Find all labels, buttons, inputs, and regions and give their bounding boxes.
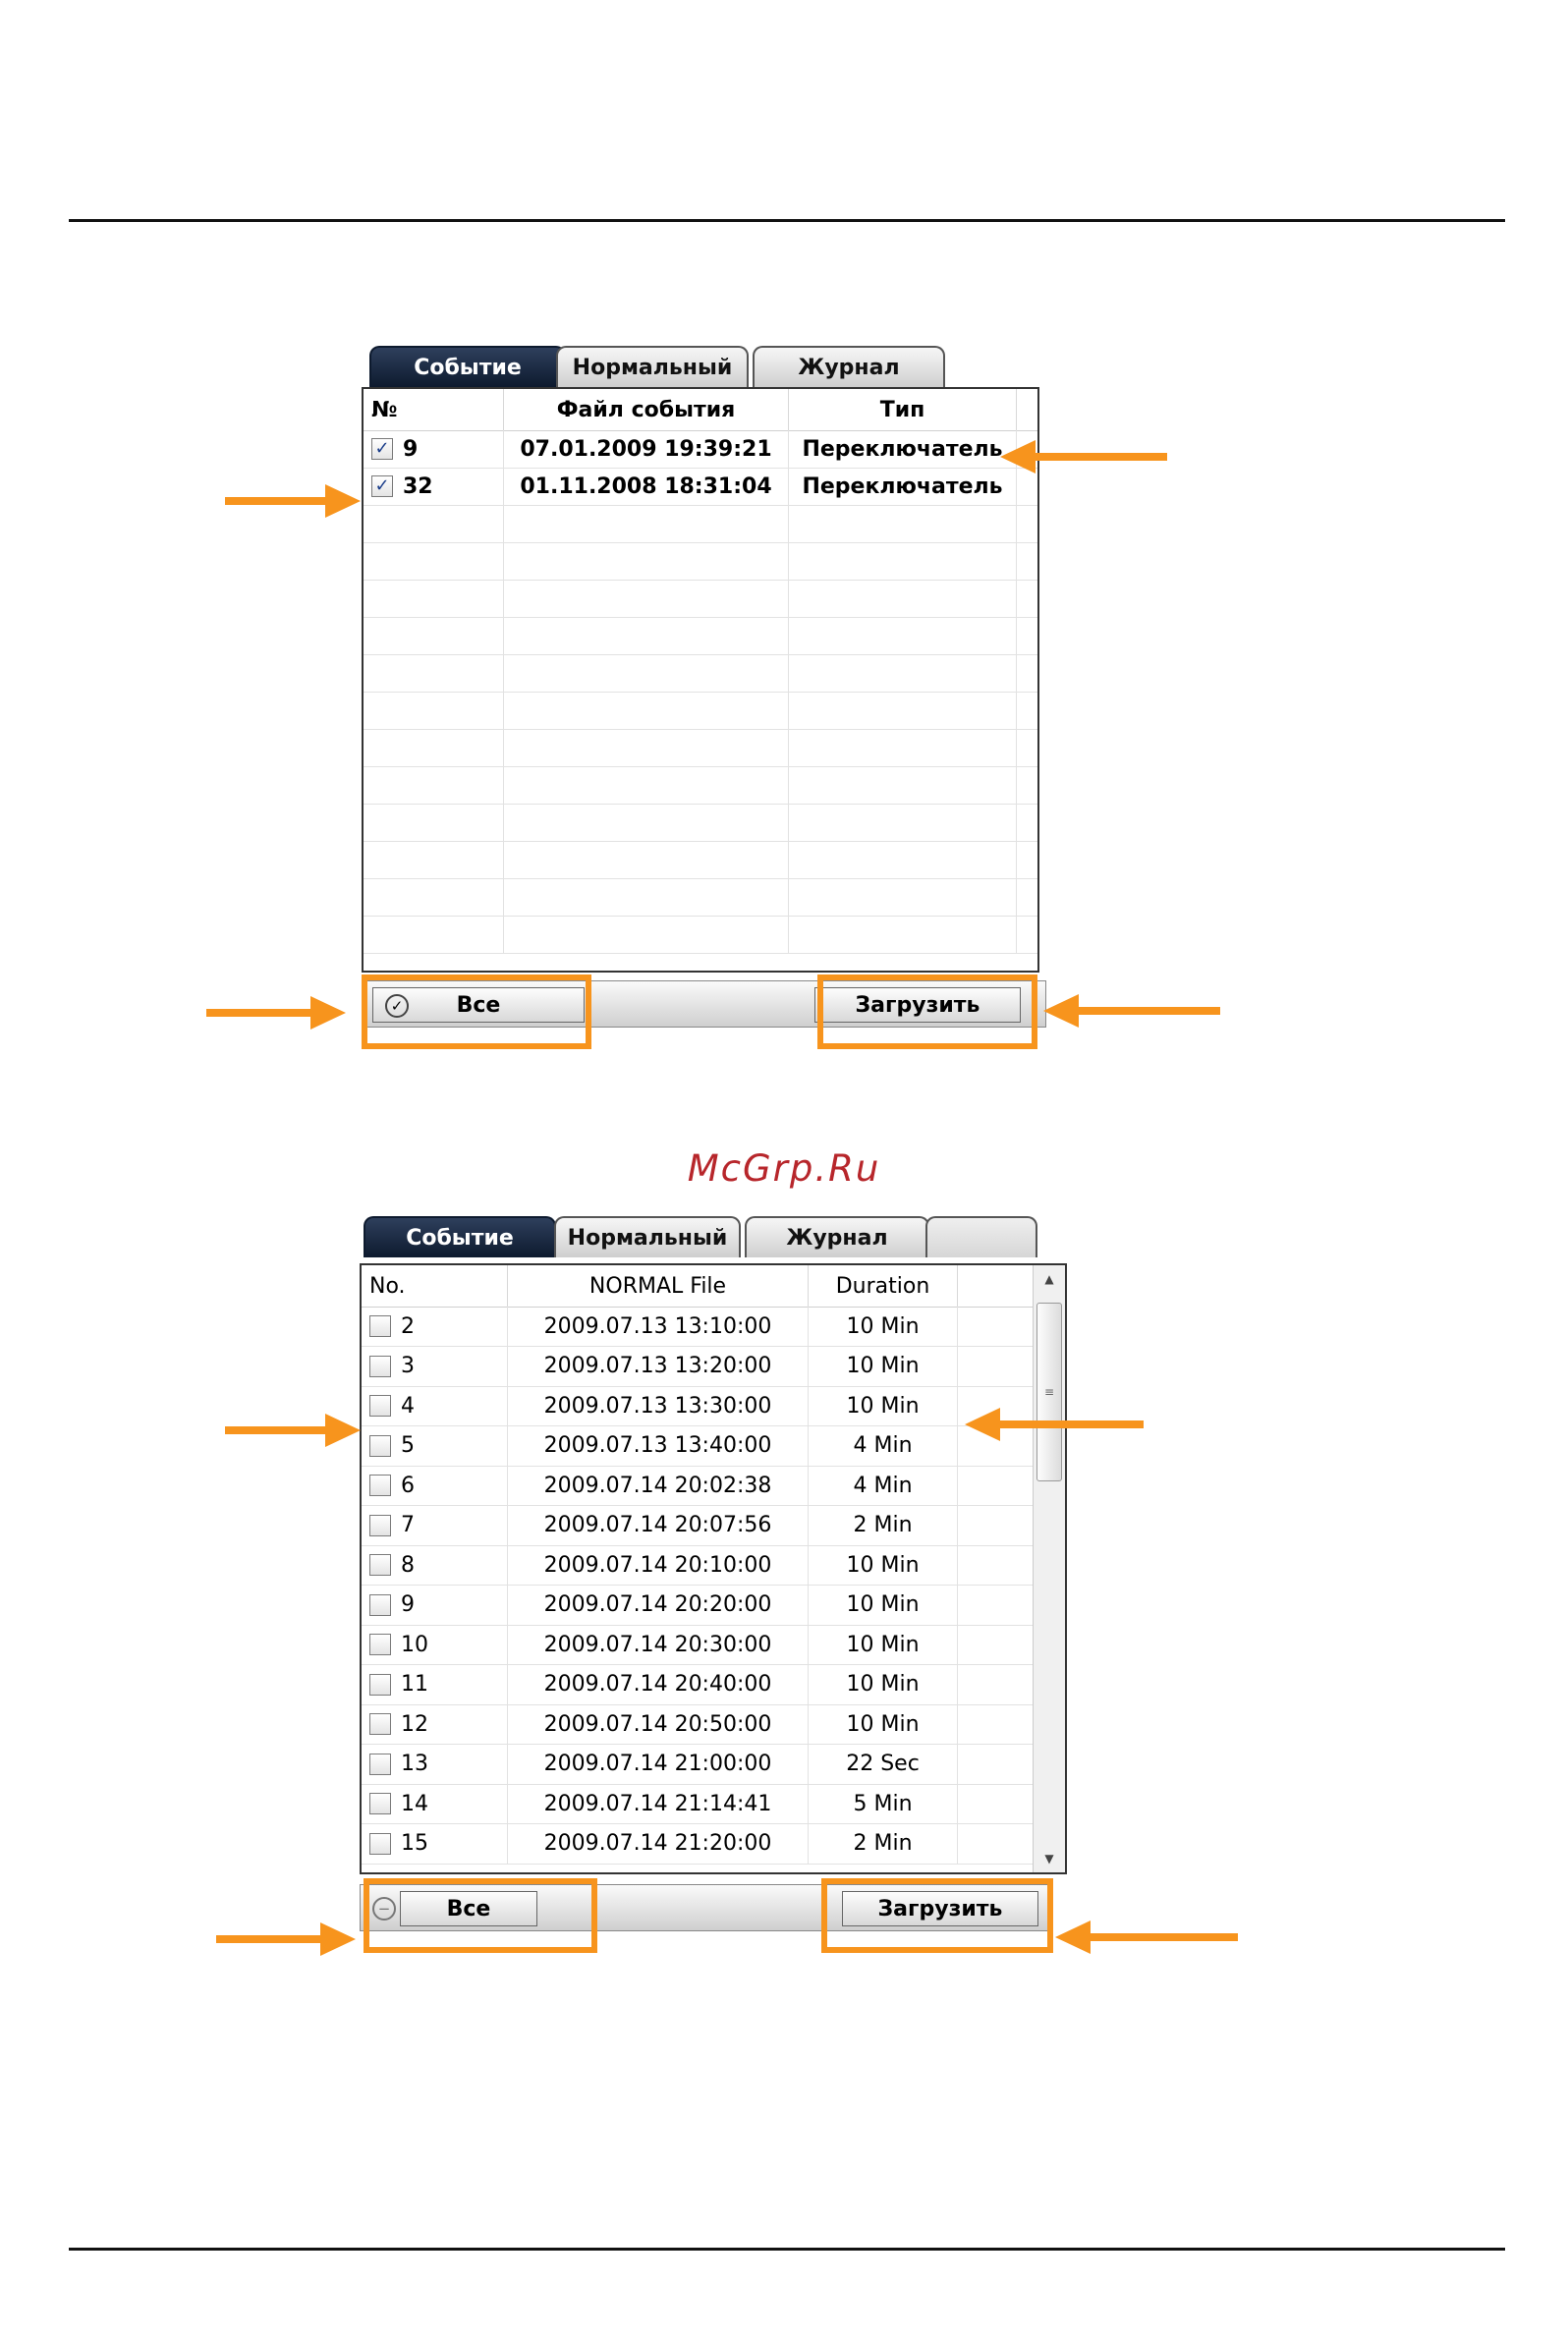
row-number-cell xyxy=(362,1625,508,1664)
row-number-cell xyxy=(362,1347,508,1386)
empty-cell xyxy=(504,729,789,766)
select-all-label: Все xyxy=(446,1896,491,1921)
empty-cell xyxy=(789,505,1017,542)
table-row[interactable] xyxy=(362,1426,1065,1467)
row-duration: 10 Min xyxy=(809,1545,958,1585)
row-checkbox[interactable]: ✓ xyxy=(371,475,393,497)
row-file: 2009.07.14 20:30:00 xyxy=(508,1625,809,1664)
row-number: 3 xyxy=(401,1354,415,1378)
empty-table-row xyxy=(364,841,1037,879)
table-row[interactable] xyxy=(362,1586,1065,1626)
load-highlight xyxy=(821,1878,1053,1953)
row-file: 2009.07.14 20:07:56 xyxy=(508,1506,809,1545)
row-file: 2009.07.14 20:02:38 xyxy=(508,1466,809,1505)
col-header-type[interactable]: Тип xyxy=(789,389,1017,430)
empty-cell xyxy=(504,617,789,654)
empty-cell xyxy=(364,916,504,953)
empty-table-row xyxy=(364,729,1037,767)
tab-bar xyxy=(360,1216,1067,1257)
row-number: 5 xyxy=(401,1433,415,1458)
row-checkbox[interactable] xyxy=(369,1356,391,1377)
empty-cell xyxy=(364,580,504,617)
col-header-duration[interactable]: Duration xyxy=(809,1265,958,1307)
row-number-cell xyxy=(362,1824,508,1864)
empty-table-row xyxy=(364,580,1037,618)
row-number: 12 xyxy=(401,1711,428,1737)
empty-cell xyxy=(789,878,1017,916)
row-checkbox[interactable] xyxy=(369,1554,391,1576)
row-number: 4 xyxy=(401,1393,415,1419)
empty-cell xyxy=(504,878,789,916)
empty-table-row xyxy=(364,505,1037,543)
top-rule xyxy=(69,219,1505,222)
row-number-cell xyxy=(362,1784,508,1823)
empty-table-row xyxy=(364,542,1037,581)
empty-cell xyxy=(364,692,504,729)
row-duration: 22 Sec xyxy=(809,1745,958,1784)
row-checkbox[interactable] xyxy=(369,1435,391,1457)
row-number-cell xyxy=(362,1307,508,1346)
row-number-cell xyxy=(362,1466,508,1505)
row-file: 2009.07.14 21:20:00 xyxy=(508,1824,809,1864)
row-file: 2009.07.14 20:40:00 xyxy=(508,1665,809,1704)
empty-cell xyxy=(364,766,504,804)
row-duration: 2 Min xyxy=(809,1506,958,1545)
table-row[interactable] xyxy=(362,1347,1065,1387)
row-checkbox[interactable] xyxy=(369,1315,391,1337)
empty-cell xyxy=(364,804,504,841)
empty-table-row xyxy=(364,654,1037,693)
empty-cell xyxy=(504,841,789,878)
row-number: 10 xyxy=(401,1632,428,1657)
tab-bar xyxy=(362,346,1049,387)
row-checkbox[interactable] xyxy=(369,1594,391,1616)
row-type: Переключатель xyxy=(789,430,1017,468)
col-header-number[interactable]: No. xyxy=(362,1265,508,1307)
row-file: 2009.07.14 20:20:00 xyxy=(508,1586,809,1625)
normal-list-panel xyxy=(360,1216,1067,1963)
row-checkbox[interactable] xyxy=(369,1634,391,1655)
empty-cell xyxy=(504,542,789,580)
tab-event[interactable]: Событие xyxy=(364,1216,556,1257)
row-checkbox[interactable] xyxy=(369,1793,391,1814)
select-all-highlight xyxy=(364,1878,597,1953)
row-duration: 4 Min xyxy=(809,1426,958,1466)
empty-table-row xyxy=(364,916,1037,954)
table-row[interactable] xyxy=(362,1386,1065,1426)
col-header-file[interactable]: Файл события xyxy=(504,389,789,430)
row-number: 11 xyxy=(401,1672,428,1697)
row-duration: 10 Min xyxy=(809,1386,958,1425)
scroll-down-icon[interactable]: ▼ xyxy=(1044,1852,1054,1866)
select-all-highlight xyxy=(362,975,591,1049)
row-number-cell xyxy=(362,1665,508,1704)
table-row[interactable] xyxy=(362,1466,1065,1506)
row-number-cell xyxy=(364,430,504,468)
row-duration: 10 Min xyxy=(809,1625,958,1664)
row-number: 8 xyxy=(401,1552,415,1578)
table-row[interactable] xyxy=(362,1745,1065,1785)
row-checkbox[interactable] xyxy=(369,1395,391,1417)
row-number: 9 xyxy=(401,1592,415,1617)
row-number: 32 xyxy=(403,473,433,499)
row-file: 2009.07.14 21:14:41 xyxy=(508,1784,809,1823)
tab-normal[interactable]: Нормальный xyxy=(556,346,749,387)
row-duration: 10 Min xyxy=(809,1704,958,1744)
table-row[interactable] xyxy=(362,1704,1065,1745)
table-row[interactable] xyxy=(362,1307,1065,1347)
row-number-cell xyxy=(362,1506,508,1545)
row-checkbox[interactable] xyxy=(369,1674,391,1696)
row-number: 2 xyxy=(401,1313,415,1339)
row-number-cell xyxy=(362,1426,508,1466)
tab-event[interactable]: Событие xyxy=(369,346,566,387)
row-number: 6 xyxy=(401,1473,415,1498)
row-file: 2009.07.13 13:10:00 xyxy=(508,1307,809,1346)
empty-cell xyxy=(504,580,789,617)
row-file: 2009.07.14 20:10:00 xyxy=(508,1545,809,1585)
row-type: Переключатель xyxy=(789,468,1017,505)
row-number: 9 xyxy=(403,436,419,462)
empty-cell xyxy=(504,505,789,542)
empty-cell xyxy=(789,841,1017,878)
empty-cell xyxy=(789,580,1017,617)
empty-table-row xyxy=(364,617,1037,655)
minus-circle-icon: − xyxy=(372,1897,396,1921)
normal-file-table xyxy=(360,1263,1067,1874)
row-number-cell xyxy=(362,1704,508,1744)
empty-cell xyxy=(504,692,789,729)
empty-cell xyxy=(364,654,504,692)
empty-cell xyxy=(364,729,504,766)
scroll-up-icon[interactable]: ▲ xyxy=(1044,1272,1054,1286)
table-row[interactable] xyxy=(362,1625,1065,1665)
row-duration: 4 Min xyxy=(809,1466,958,1505)
row-file: 2009.07.14 20:50:00 xyxy=(508,1704,809,1744)
empty-cell xyxy=(789,804,1017,841)
tab-normal[interactable]: Нормальный xyxy=(554,1216,741,1257)
load-label: Загрузить xyxy=(877,1896,1003,1921)
row-number: 13 xyxy=(401,1752,428,1776)
load-label: Загрузить xyxy=(855,992,980,1018)
empty-table-row xyxy=(364,692,1037,730)
empty-cell xyxy=(789,654,1017,692)
row-duration: 2 Min xyxy=(809,1824,958,1864)
col-header-file[interactable]: NORMAL File xyxy=(508,1265,809,1307)
row-file: 2009.07.13 13:40:00 xyxy=(508,1426,809,1466)
row-duration: 10 Min xyxy=(809,1307,958,1346)
row-duration: 10 Min xyxy=(809,1347,958,1386)
table-row[interactable] xyxy=(362,1824,1065,1865)
empty-cell xyxy=(789,692,1017,729)
row-file: 2009.07.13 13:30:00 xyxy=(508,1386,809,1425)
empty-cell xyxy=(364,878,504,916)
row-checkbox[interactable] xyxy=(369,1475,391,1496)
row-duration: 5 Min xyxy=(809,1784,958,1823)
empty-cell xyxy=(364,841,504,878)
row-file: 07.01.2009 19:39:21 xyxy=(504,430,789,468)
empty-table-row xyxy=(364,766,1037,805)
table-row[interactable] xyxy=(362,1506,1065,1546)
tab-empty xyxy=(925,1216,1037,1257)
empty-cell xyxy=(504,916,789,953)
row-file: 01.11.2008 18:31:04 xyxy=(504,468,789,505)
row-file: 2009.07.14 21:00:00 xyxy=(508,1745,809,1784)
empty-cell xyxy=(504,766,789,804)
table-row[interactable] xyxy=(364,430,1037,469)
empty-cell xyxy=(789,617,1017,654)
row-number-cell xyxy=(362,1386,508,1425)
watermark: McGrp.Ru xyxy=(687,1147,881,1190)
event-table xyxy=(362,387,1039,973)
row-number: 7 xyxy=(401,1513,415,1537)
load-highlight xyxy=(817,975,1037,1049)
row-checkbox[interactable] xyxy=(369,1515,391,1536)
empty-cell xyxy=(364,542,504,580)
tab-log[interactable]: Журнал xyxy=(745,1216,929,1257)
row-number-cell xyxy=(364,468,504,505)
empty-table-row xyxy=(364,804,1037,842)
row-file: 2009.07.13 13:20:00 xyxy=(508,1347,809,1386)
row-checkbox[interactable]: ✓ xyxy=(371,438,393,460)
empty-cell xyxy=(504,804,789,841)
empty-table-row xyxy=(364,878,1037,917)
empty-cell xyxy=(504,654,789,692)
bottom-rule xyxy=(69,2248,1505,2251)
row-number: 15 xyxy=(401,1831,428,1856)
row-number-cell xyxy=(362,1545,508,1585)
empty-cell xyxy=(364,505,504,542)
empty-cell xyxy=(364,617,504,654)
scroll-thumb[interactable]: ≡ xyxy=(1036,1303,1062,1481)
row-number-cell xyxy=(362,1586,508,1625)
row-number-cell xyxy=(362,1745,508,1784)
row-duration: 10 Min xyxy=(809,1665,958,1704)
select-all-label: Все xyxy=(456,992,501,1018)
table-row[interactable] xyxy=(362,1545,1065,1586)
row-number: 14 xyxy=(401,1791,428,1816)
empty-cell xyxy=(789,766,1017,804)
tab-log[interactable]: Журнал xyxy=(753,346,945,387)
table-row[interactable] xyxy=(362,1665,1065,1705)
event-list-panel xyxy=(362,346,1049,1063)
table-header xyxy=(364,389,1037,431)
check-circle-icon: ✓ xyxy=(385,994,409,1018)
empty-cell xyxy=(789,542,1017,580)
col-header-number[interactable]: № xyxy=(364,389,504,430)
row-checkbox[interactable] xyxy=(369,1713,391,1735)
row-checkbox[interactable] xyxy=(369,1833,391,1855)
empty-cell xyxy=(789,729,1017,766)
table-row[interactable] xyxy=(364,468,1037,506)
empty-cell xyxy=(789,916,1017,953)
table-header xyxy=(362,1265,1065,1308)
row-duration: 10 Min xyxy=(809,1586,958,1625)
table-row[interactable] xyxy=(362,1784,1065,1824)
vertical-scrollbar[interactable] xyxy=(1033,1265,1065,1872)
row-checkbox[interactable] xyxy=(369,1754,391,1775)
